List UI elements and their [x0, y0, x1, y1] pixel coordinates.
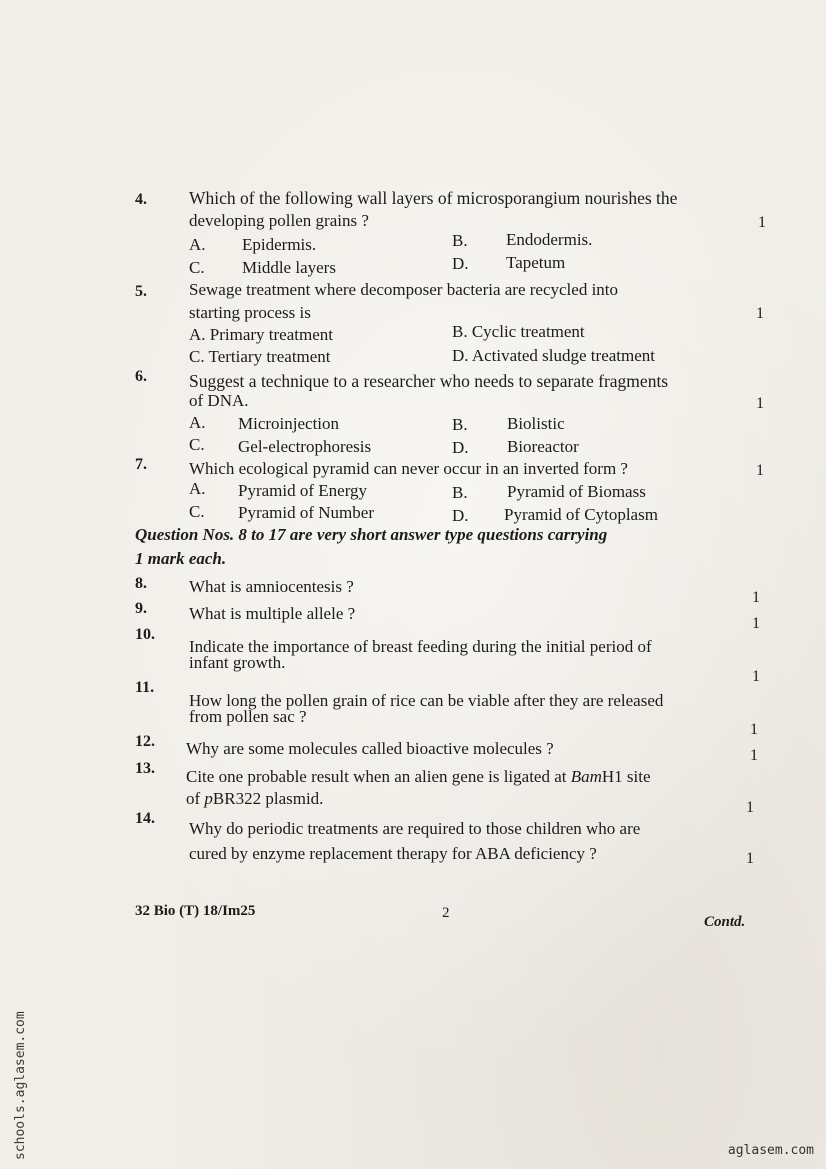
question-text: infant growth.: [189, 653, 286, 672]
question-text: starting process is: [189, 303, 311, 322]
option-text: B. Cyclic treatment: [452, 322, 585, 341]
question-mark: 1: [746, 850, 754, 867]
question-number: 10.: [135, 626, 155, 643]
option-text: A. Primary treatment: [189, 325, 333, 344]
question-text: [186, 788, 323, 810]
question-mark: 1: [752, 589, 760, 606]
question-text: from pollen sac ?: [189, 707, 307, 726]
option-text: Epidermis.: [242, 235, 317, 254]
question-mark: 1: [756, 395, 764, 412]
question-number: 13.: [135, 760, 155, 777]
question-text-part: of: [186, 789, 205, 808]
option-text: Microinjection: [238, 414, 340, 433]
question-mark: 1: [756, 305, 764, 322]
option-text: Endodermis.: [506, 230, 593, 249]
question-mark: 1: [750, 747, 758, 764]
question-number: 4.: [135, 191, 147, 208]
option-label: A.: [189, 479, 206, 498]
watermark-side: schools.aglasem.com: [13, 1011, 28, 1160]
italic-term: p: [204, 789, 213, 808]
question-mark: 1: [750, 721, 758, 738]
option-label: D.: [452, 506, 469, 525]
question-mark: 1: [746, 799, 754, 816]
question-number: 14.: [135, 810, 155, 827]
option-text: Pyramid of Energy: [238, 481, 368, 500]
question-mark: 1: [752, 668, 760, 685]
question-text: of DNA.: [189, 391, 249, 410]
question-number: 11.: [135, 679, 155, 696]
question-mark: 1: [752, 615, 760, 632]
section-note: Question Nos. 8 to 17 are very short answer type questions carrying: [135, 525, 608, 544]
option-text: Middle layers: [242, 258, 336, 277]
option-text: Gel-electrophoresis: [238, 437, 372, 456]
option-text: D. Activated sludge treatment: [452, 346, 655, 365]
option-text: Bioreactor: [507, 437, 579, 456]
option-label: A.: [189, 235, 206, 254]
option-text: Biolistic: [507, 414, 565, 433]
option-label: C.: [189, 435, 205, 454]
option-text: Pyramid of Biomass: [507, 482, 646, 501]
option-label: A.: [189, 413, 206, 432]
question-text-part: Cite one probable result when an alien gene is ligated at: [186, 767, 571, 786]
question-text: Why do periodic treatments are required to those children who are: [189, 819, 641, 838]
question-text: cured by enzyme replacement therapy for ABA deficiency ?: [189, 844, 597, 863]
option-label: B.: [452, 483, 468, 502]
continued-label: Contd.: [704, 914, 746, 930]
question-number: 12.: [135, 733, 155, 750]
italic-term: Bam: [570, 767, 602, 786]
option-text: Pyramid of Cytoplasm: [504, 505, 658, 524]
question-text-part: BR322 plasmid.: [212, 789, 324, 808]
option-text: Tapetum: [506, 253, 566, 272]
question-number: 9.: [135, 600, 147, 617]
question-text: Why are some molecules called bioactive molecules ?: [186, 739, 554, 758]
question-text-part: H1 site: [601, 767, 651, 786]
question-text: [186, 766, 651, 788]
option-label: D.: [452, 254, 469, 273]
section-note: 1 mark each.: [135, 549, 227, 568]
question-text: What is amniocentesis ?: [189, 577, 354, 596]
question-text: How long the pollen grain of rice can be viable after they are released: [189, 691, 664, 710]
question-number: 5.: [135, 283, 147, 300]
page-number: 2: [442, 905, 450, 921]
question-text: developing pollen grains ?: [189, 211, 369, 230]
option-label: C.: [189, 502, 205, 521]
question-number: 6.: [135, 368, 147, 385]
question-text: Sewage treatment where decomposer bacteria are recycled into: [189, 280, 619, 299]
question-text: Indicate the importance of breast feeding during the initial period of: [189, 637, 652, 656]
paper-code: 32 Bio (T) 18/Im25: [135, 903, 256, 919]
option-label: B.: [452, 231, 468, 250]
question-text: Which of the following wall layers of microsporangium nourishes the: [189, 188, 678, 208]
option-label: C.: [189, 258, 205, 277]
question-mark: 1: [758, 214, 766, 231]
option-text: C. Tertiary treatment: [189, 347, 331, 366]
watermark-corner: aglasem.com: [727, 1143, 814, 1158]
question-text: Which ecological pyramid can never occur in an inverted form ?: [189, 459, 628, 478]
option-label: D.: [452, 438, 469, 457]
question-text: Suggest a technique to a researcher who needs to separate fragments: [189, 371, 669, 391]
option-label: B.: [452, 415, 468, 434]
question-number: 7.: [135, 456, 147, 473]
option-text: Pyramid of Number: [238, 503, 374, 522]
question-text: What is multiple allele ?: [189, 604, 356, 623]
question-mark: 1: [756, 462, 764, 479]
question-number: 8.: [135, 575, 147, 592]
